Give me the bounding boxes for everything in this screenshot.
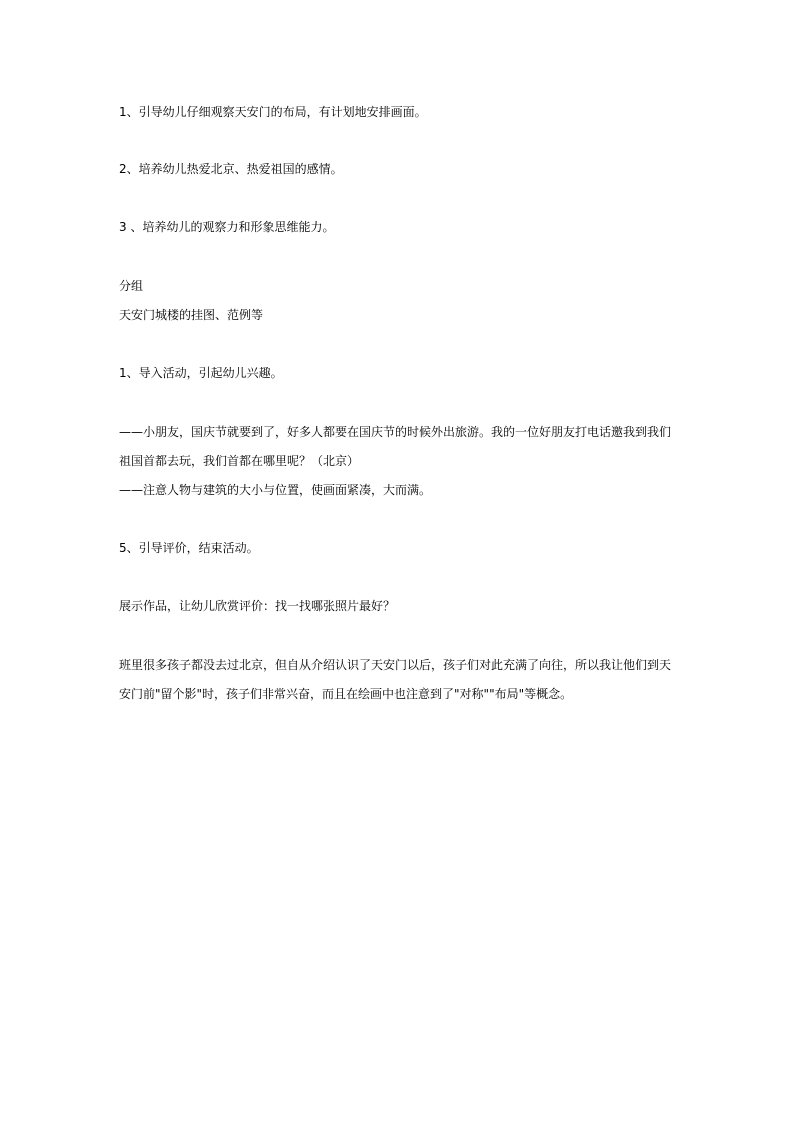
prep-materials: 天安门城楼的挂图、范例等	[119, 308, 264, 322]
goal-3: 3 、培养幼儿的观察力和形象思维能力。	[119, 220, 335, 234]
goal-2: 2、培养幼儿热爱北京、热爱祖国的感情。	[119, 162, 343, 176]
prep-grouping: 分组	[119, 279, 144, 293]
reflection-line-1: 班里很多孩子都没去过北京，但自从介绍认识了天安门以后，孩子们对此充满了向往，所以我让他们到天	[119, 658, 672, 672]
goal-1: 1、引导幼儿仔细观察天安门的布局，有计划地安排画面。	[119, 105, 427, 119]
dialogue-line-1: ——小朋友，国庆节就要到了，好多人都要在国庆节的时候外出旅游。我的一位好朋友打电话邀我到我们	[119, 425, 672, 439]
drawing-note: ——注意人物与建筑的大小与位置，使画面紧凑，大而满。	[119, 483, 432, 497]
display-works: 展示作品，让幼儿欣赏评价：找一找哪张照片最好？	[119, 599, 396, 613]
reflection-line-2: 安门前"留个影"时，孩子们非常兴奋，而且在绘画中也注意到了"对称""布局"等概念。	[119, 687, 573, 701]
dialogue-line-2: 祖国首都去玩，我们首都在哪里呢？（北京）	[119, 454, 360, 468]
process-step-1: 1、导入活动，引起幼儿兴趣。	[119, 366, 283, 380]
process-step-5: 5、引导评价，结束活动。	[119, 541, 259, 555]
